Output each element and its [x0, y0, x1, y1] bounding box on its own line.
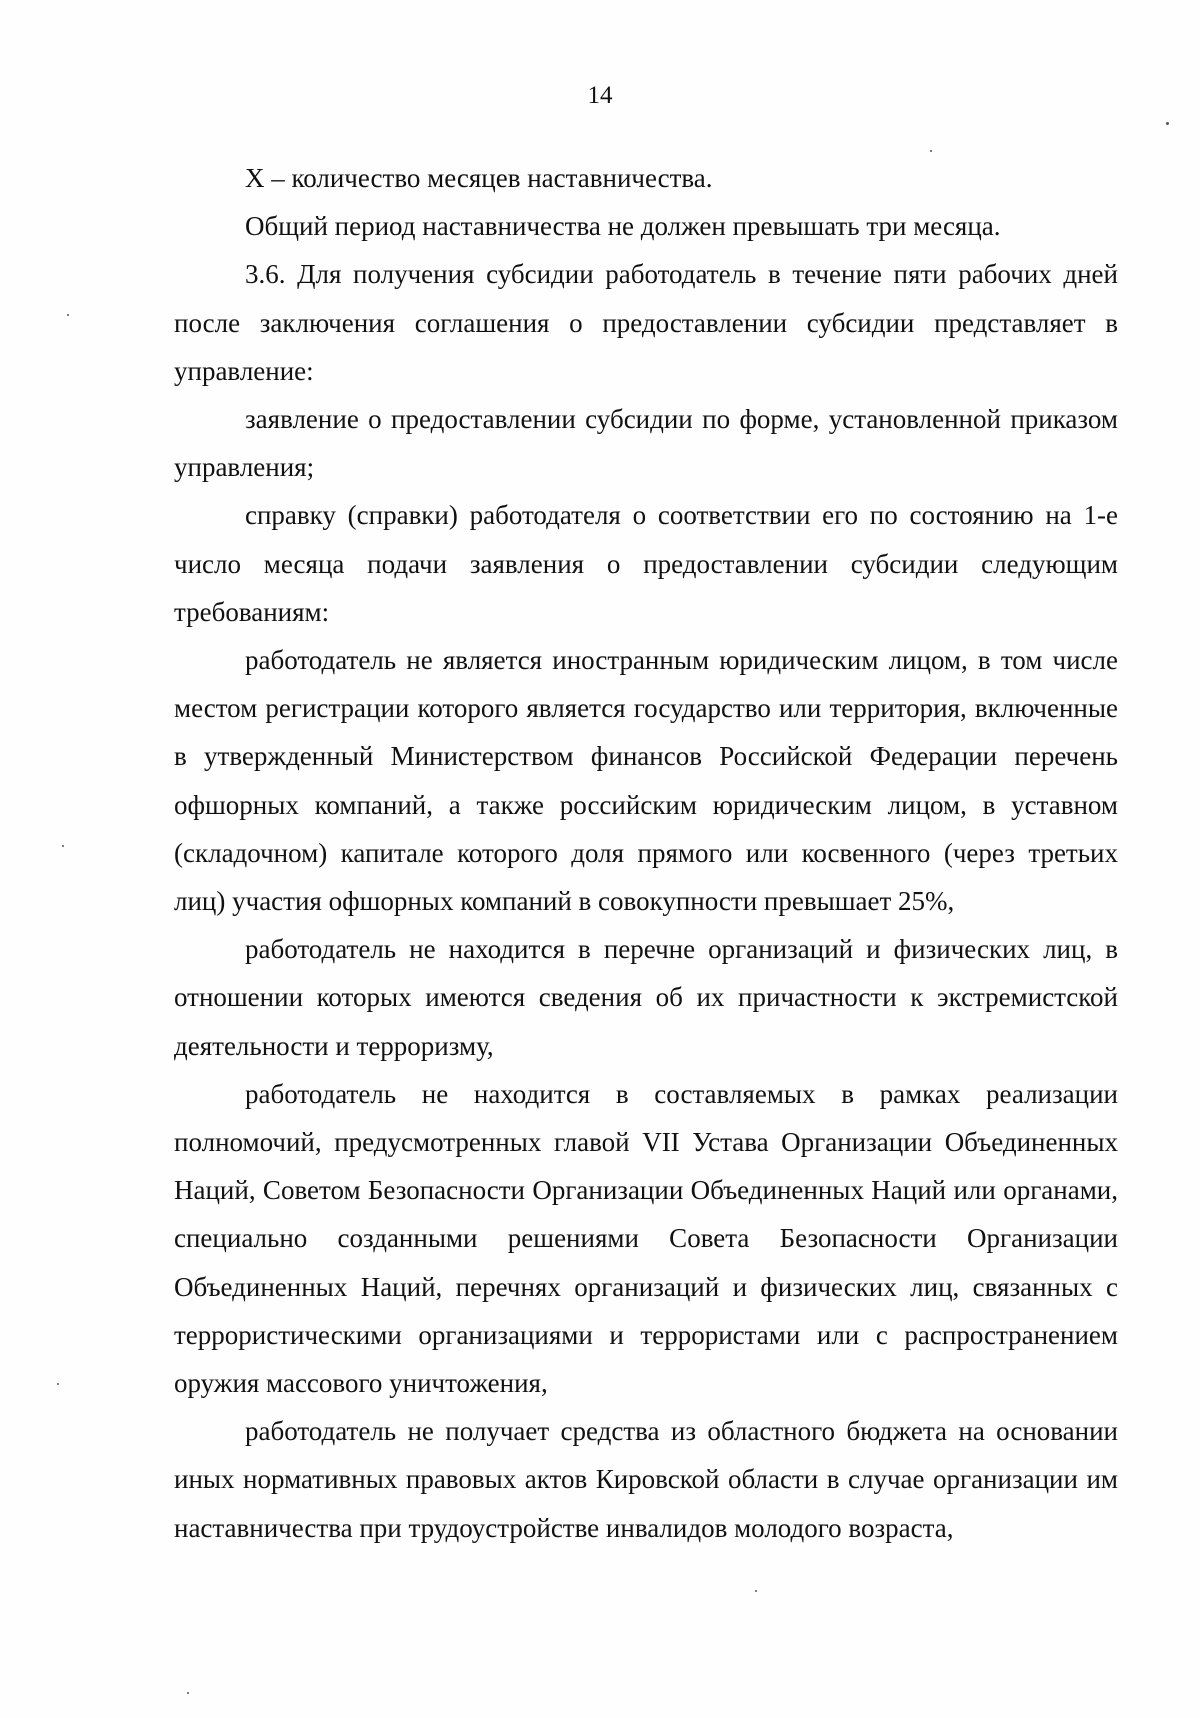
scan-speck [57, 1383, 59, 1385]
paragraph-requirement-not-extremist: работодатель не находится в перечне организаций и физических лиц, в отношении которых имеются сведения об их причастности к экстремистской деятельности и терроризму, [174, 934, 1118, 1061]
paragraph-application-form: заявление о предоставлении субсидии по форме, установленной приказом управления; [174, 404, 1118, 483]
document-body [174, 154, 1118, 1552]
paragraph-mentoring-period: Общий период наставничества не должен превышать три месяца. [245, 211, 1001, 242]
scan-speck [930, 150, 932, 152]
paragraph-requirement-not-foreign: работодатель не является иностранным юридическим лицом, в том числе местом регистрации которого является государство или территория, включенные в утвержденный Министерством финансов Российской Федерации перечень офшорных компаний, а также российским юридическим лицом, в уставном (складочном) капитале которого доля прямого или косвенного (через третьих лиц) участия офшорных компаний в совокупности превышает 25%, [174, 645, 1118, 917]
paragraph-requirement-no-other-funds: работодатель не получает средства из областного бюджета на основании иных нормативных правовых актов Кировской области в случае организации им наставничества при трудоустройстве инвалидов молодого возраста, [174, 1416, 1118, 1543]
paragraph-mentoring-months: X – количество месяцев наставничества. [245, 163, 713, 193]
scan-speck [67, 314, 69, 316]
scan-speck [62, 845, 64, 847]
paragraph-3-6-documents: 3.6. Для получения субсидии работодатель в течение пяти рабочих дней после заключения соглашения о предоставлении субсидии представляет в управление: [174, 259, 1118, 386]
scan-speck [755, 1590, 757, 1592]
scan-speck [187, 1692, 189, 1694]
paragraph-employer-certificate: справку (справки) работодателя о соответствии его по состоянию на 1-е число месяца подачи заявления о предоставлении субсидии следующим требованиям: [174, 500, 1118, 627]
page-number: 14 [587, 82, 613, 109]
scan-speck [1166, 122, 1169, 125]
paragraph-requirement-not-un-lists: работодатель не находится в составляемых в рамках реализации полномочий, предусмотренных главой VII Устава Организации Объединенных Наций, Советом Безопасности Организации Объединенных Наций или органами, специально созданными решениями Совета Безопасности Организации Объединенных Наций, перечнях организаций и физических лиц, связанных с террористическими организациями и террористами или с распространением оружия массового уничтожения, [174, 1078, 1118, 1399]
